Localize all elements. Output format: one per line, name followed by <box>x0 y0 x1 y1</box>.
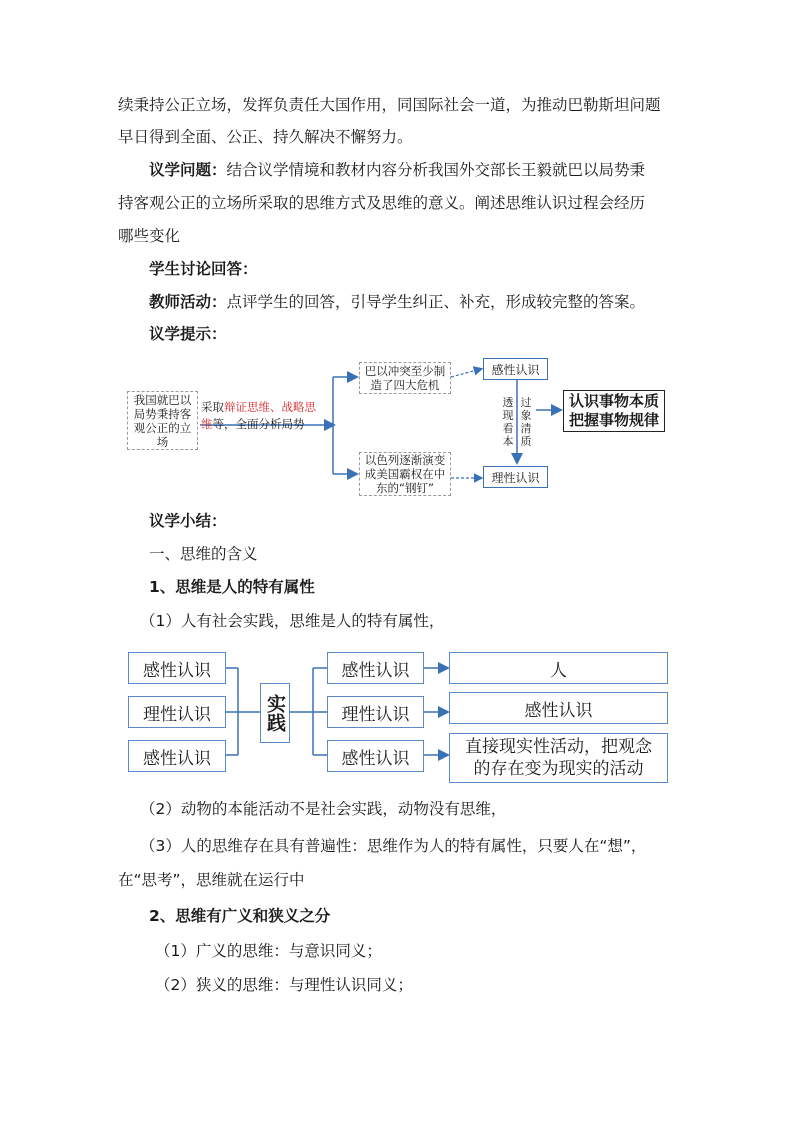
mid-box-2: 理性认识 <box>327 696 424 728</box>
teacher-label: 教师活动： <box>149 293 227 311</box>
question-line2: 持客观公正的立场所采取的思维方式及思维的意义。阐述思维认识过程会经历 <box>118 194 646 212</box>
position-box: 我国就巴以局势秉持客观公正的立场 <box>127 391 198 450</box>
rational-box: 理性认识 <box>483 466 548 488</box>
sub1-title: 1、思维是人的特有属性 <box>149 578 315 596</box>
v-left-3: 看 <box>502 422 514 435</box>
sub2-title: 2、思维有广义和狭义之分 <box>149 907 331 925</box>
result-line2: 把握事物规律 <box>568 411 659 429</box>
item1: （1）人有社会实践，思维是人的特有属性， <box>140 612 445 630</box>
v-right-4: 质 <box>520 435 532 448</box>
right-box-2: 感性认识 <box>449 692 668 724</box>
mid-box-1: 感性认识 <box>327 652 424 684</box>
item5: （2）狭义的思维：与理性认识同义； <box>155 976 413 994</box>
right-box-1: 人 <box>449 652 668 684</box>
v-right-2: 象 <box>520 409 532 422</box>
left-box-1: 感性认识 <box>128 652 226 684</box>
left-box-3: 感性认识 <box>128 740 226 772</box>
item3-line1: （3）人的思维存在具有普遍性：思维作为人的特有属性，只要人在“想”， <box>140 837 647 855</box>
hint-label: 议学提示： <box>149 325 227 343</box>
left-box-2: 理性认识 <box>128 696 226 728</box>
crisis-box: 巴以冲突至少制造了四大危机 <box>359 362 451 394</box>
v-right-3: 清 <box>520 422 532 435</box>
summary-label: 议学小结： <box>149 512 227 530</box>
para1-line2: 早日得到全面、公正、持久解决不懈努力。 <box>118 128 413 146</box>
item4: （1）广义的思维：与意识同义； <box>155 942 382 960</box>
method-post: 等，全面分析局势 <box>212 417 305 431</box>
v-left-2: 现 <box>502 409 514 422</box>
v-right-1: 过 <box>520 396 532 409</box>
v-left-4: 本 <box>502 435 514 448</box>
question-text1: 结合议学情境和教材内容分析我国外交部长王毅就巴以局势秉 <box>226 161 646 179</box>
v-left-1: 透 <box>502 396 514 409</box>
method-red1: 辩证思维、战略思 <box>224 400 316 414</box>
section1-title: 一、思维的含义 <box>149 545 258 563</box>
right-box-3-line2: 的存在变为现实的活动 <box>473 759 644 779</box>
question-label: 议学问题： <box>149 161 227 179</box>
right-box-3-line1: 直接现实性活动，把观念 <box>465 737 652 757</box>
student-label: 学生讨论回答： <box>149 260 258 278</box>
practice-box: 实践 <box>260 683 290 743</box>
para1-line1: 续秉持公正立场，发挥负责任大国作用，同国际社会一道，为推动巴勒斯坦问题 <box>118 96 661 114</box>
method-pre: 采取 <box>201 400 224 414</box>
item3-line2: 在“思考”，思维就在运行中 <box>118 871 305 889</box>
mid-box-3: 感性认识 <box>327 740 424 772</box>
item2: （2）动物的本能活动不是社会实践，动物没有思维， <box>140 800 507 818</box>
us-hegemony-box: 以色列逐渐演变成美国霸权在中东的“钢钉” <box>359 452 451 496</box>
question-line3: 哪些变化 <box>118 227 181 245</box>
result-line1: 认识事物本质 <box>568 392 659 410</box>
method-red2: 维 <box>201 417 213 431</box>
right-box-3 <box>449 733 668 783</box>
teacher-text: 点评学生的回答，引导学生纠正、补充，形成较完整的答案。 <box>226 293 646 311</box>
perceptual-box: 感性认识 <box>483 358 548 380</box>
